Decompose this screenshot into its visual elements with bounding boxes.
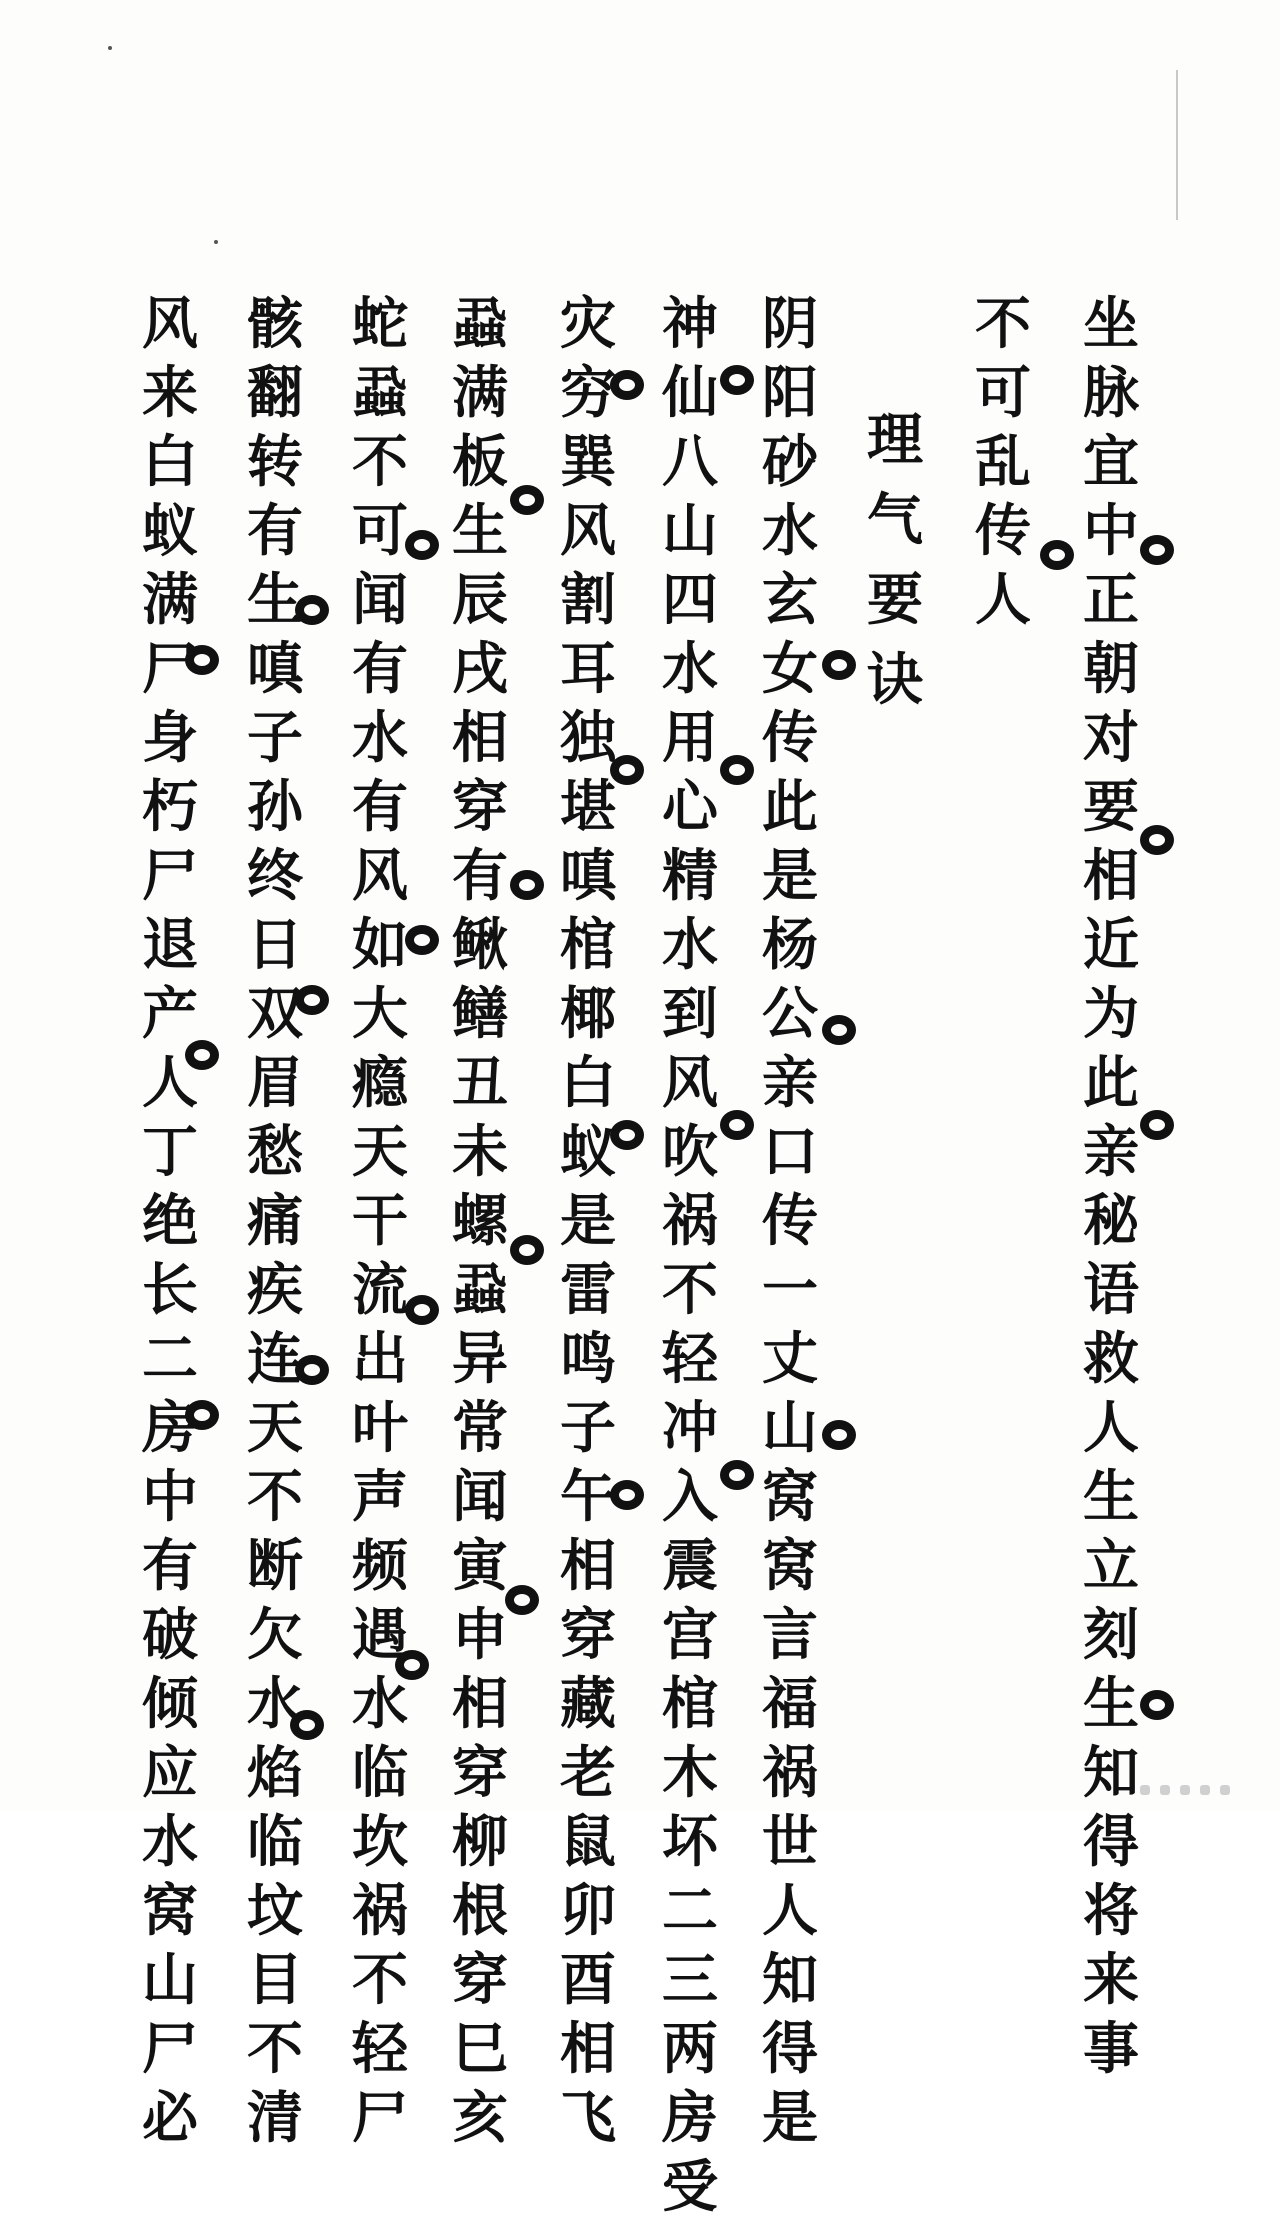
glyph: 有 <box>352 774 408 840</box>
glyph: 必 <box>142 2085 198 2151</box>
glyph: 丑 <box>452 1050 508 1116</box>
punctuation-circle <box>295 595 329 625</box>
glyph: 事 <box>1083 2016 1139 2082</box>
glyph: 有 <box>247 498 303 564</box>
glyph: 欠 <box>247 1602 303 1668</box>
glyph: 山 <box>142 1947 198 2013</box>
glyph: 砂 <box>762 429 818 495</box>
glyph: 嗔 <box>560 843 616 909</box>
glyph: 风 <box>560 498 616 564</box>
punctuation-circle <box>1040 540 1074 570</box>
glyph: 四 <box>662 567 718 633</box>
glyph: 近 <box>1083 912 1139 978</box>
glyph: 穿 <box>452 1947 508 2013</box>
glyph: 是 <box>762 843 818 909</box>
glyph: 山 <box>762 1395 818 1461</box>
glyph: 雷 <box>560 1257 616 1323</box>
glyph: 窝 <box>762 1464 818 1530</box>
punctuation-circle <box>510 1235 544 1265</box>
glyph: 水 <box>352 1671 408 1737</box>
text-column-heading <box>860 400 930 720</box>
glyph: 脉 <box>1083 360 1139 426</box>
glyph: 鸣 <box>560 1326 616 1392</box>
glyph: 知 <box>762 1947 818 2013</box>
glyph: 一 <box>762 1257 818 1323</box>
glyph: 声 <box>352 1464 408 1530</box>
glyph: 公 <box>762 981 818 1047</box>
punctuation-circle <box>720 755 754 785</box>
glyph: 不 <box>975 291 1031 357</box>
glyph: 断 <box>247 1533 303 1599</box>
glyph: 蝨 <box>452 1257 508 1323</box>
glyph: 水 <box>662 912 718 978</box>
glyph: 满 <box>452 360 508 426</box>
text-column-5 <box>655 290 725 2222</box>
glyph: 来 <box>1083 1947 1139 2013</box>
glyph: 鳝 <box>452 981 508 1047</box>
glyph: 白 <box>560 1050 616 1116</box>
glyph: 目 <box>247 1947 303 2013</box>
glyph: 闻 <box>352 567 408 633</box>
glyph: 轻 <box>352 2016 408 2082</box>
glyph: 得 <box>762 2016 818 2082</box>
glyph: 丈 <box>762 1326 818 1392</box>
glyph: 子 <box>247 705 303 771</box>
punctuation-circle <box>720 1460 754 1490</box>
glyph: 辰 <box>452 567 508 633</box>
glyph: 午 <box>560 1464 616 1530</box>
punctuation-circle <box>610 370 644 400</box>
glyph: 异 <box>452 1326 508 1392</box>
glyph: 天 <box>352 1119 408 1185</box>
glyph: 天 <box>247 1395 303 1461</box>
glyph: 棺 <box>560 912 616 978</box>
glyph: 震 <box>662 1533 718 1599</box>
text-column-7 <box>445 290 515 2153</box>
glyph: 人 <box>1083 1395 1139 1461</box>
glyph: 祸 <box>662 1188 718 1254</box>
glyph: 临 <box>352 1740 408 1806</box>
glyph: 吹 <box>662 1119 718 1185</box>
glyph: 受 <box>662 2154 718 2220</box>
glyph: 口 <box>762 1119 818 1185</box>
glyph: 巽 <box>560 429 616 495</box>
glyph: 生 <box>452 498 508 564</box>
text-column-8 <box>345 290 415 2153</box>
glyph: 世 <box>762 1809 818 1875</box>
glyph: 中 <box>1083 498 1139 564</box>
glyph: 宜 <box>1083 429 1139 495</box>
glyph: 不 <box>352 1947 408 2013</box>
glyph: 轻 <box>662 1326 718 1392</box>
glyph: 语 <box>1083 1257 1139 1323</box>
scan-edge-mark <box>1220 1785 1230 1795</box>
glyph: 戌 <box>452 636 508 702</box>
glyph: 坏 <box>662 1809 718 1875</box>
glyph: 坐 <box>1083 291 1139 357</box>
glyph: 水 <box>662 636 718 702</box>
glyph: 中 <box>142 1464 198 1530</box>
glyph: 阴 <box>762 291 818 357</box>
glyph: 将 <box>1083 1878 1139 1944</box>
glyph: 用 <box>662 705 718 771</box>
glyph: 要 <box>867 567 923 633</box>
glyph: 叶 <box>352 1395 408 1461</box>
glyph: 尸 <box>142 2016 198 2082</box>
punctuation-circle <box>720 365 754 395</box>
glyph: 相 <box>452 705 508 771</box>
glyph: 是 <box>560 1188 616 1254</box>
glyph: 尸 <box>352 2085 408 2151</box>
glyph: 连 <box>247 1326 303 1392</box>
glyph: 双 <box>247 981 303 1047</box>
glyph: 不 <box>247 1464 303 1530</box>
glyph: 精 <box>662 843 718 909</box>
glyph: 耳 <box>560 636 616 702</box>
glyph: 穿 <box>560 1602 616 1668</box>
punctuation-circle <box>505 1585 539 1615</box>
glyph: 穿 <box>452 774 508 840</box>
glyph: 此 <box>1083 1050 1139 1116</box>
punctuation-circle <box>1140 825 1174 855</box>
glyph: 刻 <box>1083 1602 1139 1668</box>
glyph: 破 <box>142 1602 198 1668</box>
glyph: 蛇 <box>352 291 408 357</box>
text-column-10 <box>135 290 205 2153</box>
text-column-9 <box>240 290 310 2153</box>
paper-speck <box>108 46 112 50</box>
glyph: 巳 <box>452 2016 508 2082</box>
glyph: 应 <box>142 1740 198 1806</box>
glyph: 飞 <box>560 2085 616 2151</box>
glyph: 卯 <box>560 1878 616 1944</box>
punctuation-circle <box>395 1650 429 1680</box>
glyph: 要 <box>1083 774 1139 840</box>
punctuation-circle <box>185 1400 219 1430</box>
glyph: 传 <box>762 705 818 771</box>
glyph: 来 <box>142 360 198 426</box>
glyph: 灾 <box>560 291 616 357</box>
glyph: 宫 <box>662 1602 718 1668</box>
punctuation-circle <box>295 1355 329 1385</box>
glyph: 日 <box>247 912 303 978</box>
punctuation-circle <box>290 1710 324 1740</box>
glyph: 穷 <box>560 360 616 426</box>
glyph: 穿 <box>452 1740 508 1806</box>
punctuation-circle <box>185 1040 219 1070</box>
scan-edge-mark <box>1160 1785 1170 1795</box>
glyph: 人 <box>762 1878 818 1944</box>
glyph: 骸 <box>247 291 303 357</box>
glyph: 水 <box>762 498 818 564</box>
glyph: 临 <box>247 1809 303 1875</box>
glyph: 寅 <box>452 1533 508 1599</box>
glyph: 风 <box>662 1050 718 1116</box>
glyph: 气 <box>867 487 923 553</box>
glyph: 两 <box>662 2016 718 2082</box>
punctuation-circle <box>510 870 544 900</box>
paper-speck <box>214 240 218 244</box>
glyph: 频 <box>352 1533 408 1599</box>
glyph: 独 <box>560 705 616 771</box>
glyph: 疾 <box>247 1257 303 1323</box>
glyph: 人 <box>142 1050 198 1116</box>
scan-edge-mark <box>1180 1785 1190 1795</box>
glyph: 女 <box>762 636 818 702</box>
glyph: 心 <box>662 774 718 840</box>
glyph: 退 <box>142 912 198 978</box>
glyph: 传 <box>975 498 1031 564</box>
glyph: 救 <box>1083 1326 1139 1392</box>
glyph: 鳅 <box>452 912 508 978</box>
glyph: 木 <box>662 1740 718 1806</box>
glyph: 螺 <box>452 1188 508 1254</box>
glyph: 八 <box>662 429 718 495</box>
glyph: 老 <box>560 1740 616 1806</box>
glyph: 生 <box>247 567 303 633</box>
glyph: 干 <box>352 1188 408 1254</box>
punctuation-circle <box>610 1480 644 1510</box>
glyph: 绝 <box>142 1188 198 1254</box>
glyph: 相 <box>560 2016 616 2082</box>
glyph: 终 <box>247 843 303 909</box>
glyph: 尸 <box>142 636 198 702</box>
glyph: 不 <box>662 1257 718 1323</box>
glyph: 生 <box>1083 1464 1139 1530</box>
glyph: 满 <box>142 567 198 633</box>
text-column-1 <box>1076 290 1146 2084</box>
glyph: 可 <box>975 360 1031 426</box>
glyph: 椰 <box>560 981 616 1047</box>
glyph: 遇 <box>352 1602 408 1668</box>
glyph: 根 <box>452 1878 508 1944</box>
glyph: 藏 <box>560 1671 616 1737</box>
glyph: 坟 <box>247 1878 303 1944</box>
glyph: 子 <box>560 1395 616 1461</box>
glyph: 水 <box>352 705 408 771</box>
glyph: 传 <box>762 1188 818 1254</box>
glyph: 风 <box>142 291 198 357</box>
punctuation-circle <box>610 755 644 785</box>
glyph: 割 <box>560 567 616 633</box>
page-edge-line <box>1176 70 1178 220</box>
glyph: 阳 <box>762 360 818 426</box>
punctuation-circle <box>1140 1110 1174 1140</box>
glyph: 未 <box>452 1119 508 1185</box>
glyph: 窝 <box>142 1878 198 1944</box>
glyph: 出 <box>352 1326 408 1392</box>
glyph: 三 <box>662 1947 718 2013</box>
glyph: 蝨 <box>452 291 508 357</box>
glyph: 孙 <box>247 774 303 840</box>
punctuation-circle <box>405 925 439 955</box>
glyph: 倾 <box>142 1671 198 1737</box>
glyph: 可 <box>352 498 408 564</box>
glyph: 房 <box>662 2085 718 2151</box>
glyph: 尸 <box>142 843 198 909</box>
glyph: 对 <box>1083 705 1139 771</box>
punctuation-circle <box>405 1295 439 1325</box>
glyph: 山 <box>662 498 718 564</box>
punctuation-circle <box>405 530 439 560</box>
glyph: 玄 <box>762 567 818 633</box>
glyph: 有 <box>352 636 408 702</box>
punctuation-circle <box>822 1015 856 1045</box>
glyph: 得 <box>1083 1809 1139 1875</box>
punctuation-circle <box>1140 535 1174 565</box>
glyph: 诀 <box>867 647 923 713</box>
scan-edge-mark <box>1200 1785 1210 1795</box>
glyph: 风 <box>352 843 408 909</box>
glyph: 朝 <box>1083 636 1139 702</box>
glyph: 乱 <box>975 429 1031 495</box>
punctuation-circle <box>1140 1690 1174 1720</box>
glyph: 棺 <box>662 1671 718 1737</box>
glyph: 亲 <box>762 1050 818 1116</box>
glyph: 板 <box>452 429 508 495</box>
punctuation-circle <box>822 650 856 680</box>
text-column-2 <box>968 290 1038 635</box>
glyph: 为 <box>1083 981 1139 1047</box>
glyph: 不 <box>247 2016 303 2082</box>
glyph: 入 <box>662 1464 718 1530</box>
glyph: 嗔 <box>247 636 303 702</box>
glyph: 蝨 <box>352 360 408 426</box>
glyph: 长 <box>142 1257 198 1323</box>
glyph: 清 <box>247 2085 303 2151</box>
glyph: 生 <box>1083 1671 1139 1737</box>
glyph: 相 <box>452 1671 508 1737</box>
glyph: 蚁 <box>560 1119 616 1185</box>
glyph: 大 <box>352 981 408 1047</box>
punctuation-circle <box>720 1110 754 1140</box>
glyph: 如 <box>352 912 408 978</box>
glyph: 常 <box>452 1395 508 1461</box>
glyph: 此 <box>762 774 818 840</box>
glyph: 水 <box>247 1671 303 1737</box>
scan-edge-mark <box>1140 1785 1150 1795</box>
glyph: 是 <box>762 2085 818 2151</box>
glyph: 身 <box>142 705 198 771</box>
glyph: 福 <box>762 1671 818 1737</box>
glyph: 祸 <box>352 1878 408 1944</box>
glyph: 二 <box>142 1326 198 1392</box>
glyph: 亲 <box>1083 1119 1139 1185</box>
glyph: 窝 <box>762 1533 818 1599</box>
glyph: 立 <box>1083 1533 1139 1599</box>
glyph: 瘾 <box>352 1050 408 1116</box>
glyph: 有 <box>142 1533 198 1599</box>
glyph: 仙 <box>662 360 718 426</box>
glyph: 相 <box>1083 843 1139 909</box>
glyph: 神 <box>662 291 718 357</box>
text-column-4 <box>755 290 825 2153</box>
glyph: 正 <box>1083 567 1139 633</box>
glyph: 眉 <box>247 1050 303 1116</box>
glyph: 到 <box>662 981 718 1047</box>
glyph: 二 <box>662 1878 718 1944</box>
glyph: 不 <box>352 429 408 495</box>
glyph: 流 <box>352 1257 408 1323</box>
glyph: 柳 <box>452 1809 508 1875</box>
glyph: 丁 <box>142 1119 198 1185</box>
glyph: 产 <box>142 981 198 1047</box>
glyph: 亥 <box>452 2085 508 2151</box>
glyph: 痛 <box>247 1188 303 1254</box>
glyph: 鼠 <box>560 1809 616 1875</box>
glyph: 闻 <box>452 1464 508 1530</box>
glyph: 白 <box>142 429 198 495</box>
glyph: 杨 <box>762 912 818 978</box>
glyph: 蚁 <box>142 498 198 564</box>
punctuation-circle <box>510 485 544 515</box>
glyph: 言 <box>762 1602 818 1668</box>
glyph: 转 <box>247 429 303 495</box>
glyph: 有 <box>452 843 508 909</box>
glyph: 理 <box>867 407 923 473</box>
glyph: 堪 <box>560 774 616 840</box>
glyph: 酉 <box>560 1947 616 2013</box>
glyph: 相 <box>560 1533 616 1599</box>
glyph: 房 <box>142 1395 198 1461</box>
punctuation-circle <box>185 645 219 675</box>
punctuation-circle <box>295 985 329 1015</box>
glyph: 知 <box>1083 1740 1139 1806</box>
glyph: 秘 <box>1083 1188 1139 1254</box>
glyph: 愁 <box>247 1119 303 1185</box>
glyph: 水 <box>142 1809 198 1875</box>
glyph: 翻 <box>247 360 303 426</box>
text-column-6 <box>553 290 623 2153</box>
glyph: 焰 <box>247 1740 303 1806</box>
glyph: 申 <box>452 1602 508 1668</box>
glyph: 朽 <box>142 774 198 840</box>
glyph: 祸 <box>762 1740 818 1806</box>
glyph: 人 <box>975 567 1031 633</box>
glyph: 冲 <box>662 1395 718 1461</box>
punctuation-circle <box>610 1120 644 1150</box>
punctuation-circle <box>822 1420 856 1450</box>
glyph: 坎 <box>352 1809 408 1875</box>
